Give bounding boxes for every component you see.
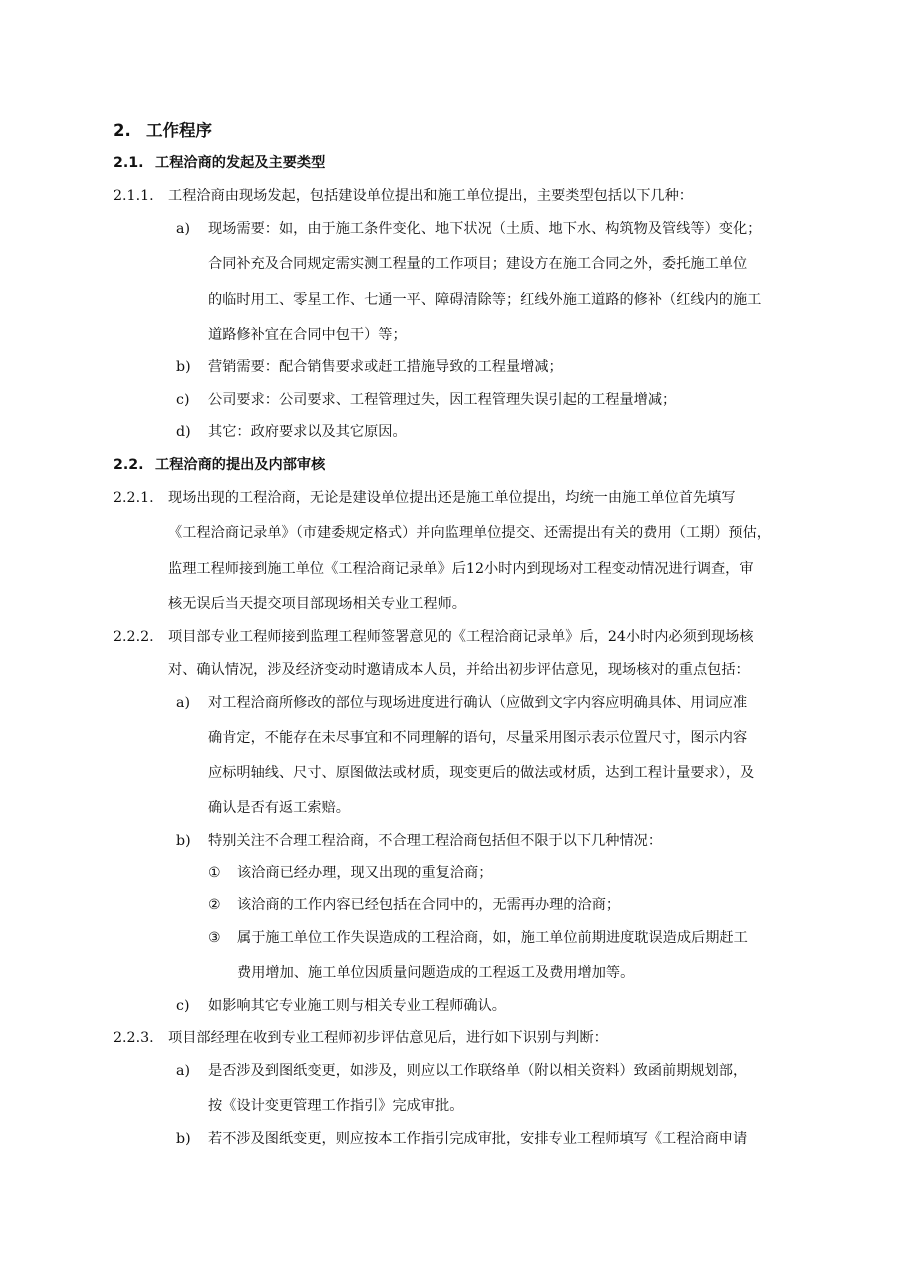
- sub-list-marker: ①: [208, 865, 221, 881]
- clause-text: 对、确认情况，涉及经济变动时邀请成本人员，并给出初步评估意见，现场核对的重点包括：: [168, 662, 750, 678]
- sub-list-item-line: 该洽商的工作内容已经包括在合同中的，无需再办理的洽商；: [237, 897, 621, 913]
- list-marker: a): [176, 221, 190, 237]
- clause-number: 2.2.2.: [113, 629, 154, 645]
- subsection-title: 工程洽商的提出及内部审核: [155, 457, 326, 473]
- section-number: 2.: [113, 121, 131, 140]
- clause-text: 核无误后当天提交项目部现场相关专业工程师。: [168, 596, 466, 612]
- subsection-number: 2.1.: [113, 155, 144, 171]
- list-item-line: 合同补充及合同规定需实测工程量的工作项目；建设方在施工合同之外，委托施工单位: [208, 256, 748, 272]
- list-marker: b): [176, 1131, 191, 1147]
- list-item-line: 其它：政府要求以及其它原因。: [208, 424, 407, 440]
- clause-number: 2.2.1.: [113, 490, 154, 506]
- list-marker: d): [176, 424, 191, 440]
- list-item-line: 确肯定，不能存在未尽事宜和不同理解的语句，尽量采用图示表示位置尺寸，图示内容: [208, 730, 748, 746]
- clause-text: 监理工程师接到施工单位《工程洽商记录单》后12小时内到现场对工程变动情况进行调查，审: [168, 561, 754, 577]
- list-item-line: 营销需要：配合销售要求或赶工措施导致的工程量增减；: [208, 359, 563, 375]
- list-item-line: 按《设计变更管理工作指引》完成审批。: [208, 1098, 464, 1114]
- subsection-number: 2.2.: [113, 457, 144, 473]
- sub-list-item-line: 费用增加、施工单位因质量问题造成的工程返工及费用增加等。: [237, 965, 635, 981]
- clause-text: 《工程洽商记录单》（市建委规定格式）并向监理单位提交、还需提出有关的费用（工期）预估，: [168, 525, 771, 541]
- list-item-line: 现场需要：如，由于施工条件变化、地下状况（土质、地下水、构筑物及管线等）变化；: [208, 221, 762, 237]
- sub-list-marker: ②: [208, 897, 221, 913]
- sub-list-item-line: 该洽商已经办理，现又出现的重复洽商；: [237, 865, 493, 881]
- list-marker: b): [176, 833, 191, 849]
- list-marker: c): [176, 998, 190, 1014]
- list-marker: a): [176, 695, 190, 711]
- list-item-line: 道路修补宜在合同中包干）等；: [208, 327, 407, 343]
- sub-list-marker: ③: [208, 930, 221, 946]
- clause-number: 2.1.1.: [113, 188, 154, 204]
- clause-text: 项目部经理在收到专业工程师初步评估意见后，进行如下识别与判断：: [168, 1030, 608, 1046]
- list-item-line: 是否涉及到图纸变更，如涉及，则应以工作联络单（附以相关资料）致函前期规划部，: [208, 1063, 748, 1079]
- list-marker: b): [176, 359, 191, 375]
- section-title: 工作程序: [146, 121, 212, 140]
- clause-text: 现场出现的工程洽商，无论是建设单位提出还是施工单位提出，均统一由施工单位首先填写: [168, 490, 736, 506]
- list-item-line: 如影响其它专业施工则与相关专业工程师确认。: [208, 998, 506, 1014]
- sub-list-item-line: 属于施工单位工作失误造成的工程洽商，如，施工单位前期进度耽误造成后期赶工: [237, 930, 748, 946]
- clause-number: 2.2.3.: [113, 1030, 154, 1046]
- clause-text: 工程洽商由现场发起，包括建设单位提出和施工单位提出，主要类型包括以下几种：: [168, 188, 693, 204]
- list-item-line: 确认是否有返工索赔。: [208, 800, 350, 816]
- list-item-line: 对工程洽商所修改的部位与现场进度进行确认（应做到文字内容应明确具体、用词应准: [208, 695, 748, 711]
- list-marker: a): [176, 1063, 190, 1079]
- clause-text: 项目部专业工程师接到监理工程师签署意见的《工程洽商记录单》后，24小时内必须到现场核: [168, 629, 754, 645]
- list-item-line: 特别关注不合理工程洽商，不合理工程洽商包括但不限于以下几种情况：: [208, 833, 663, 849]
- list-item-line: 应标明轴线、尺寸、原图做法或材质，现变更后的做法或材质，达到工程计量要求），及: [208, 765, 755, 781]
- list-item-line: 公司要求：公司要求、工程管理过失，因工程管理失误引起的工程量增减；: [208, 392, 677, 408]
- list-item-line: 的临时用工、零星工作、七通一平、障碍清除等；红线外施工道路的修补（红线内的施工: [208, 292, 762, 308]
- list-marker: c): [176, 392, 190, 408]
- subsection-title: 工程洽商的发起及主要类型: [155, 155, 326, 171]
- list-item-line: 若不涉及图纸变更，则应按本工作指引完成审批，安排专业工程师填写《工程洽商申请: [208, 1131, 748, 1147]
